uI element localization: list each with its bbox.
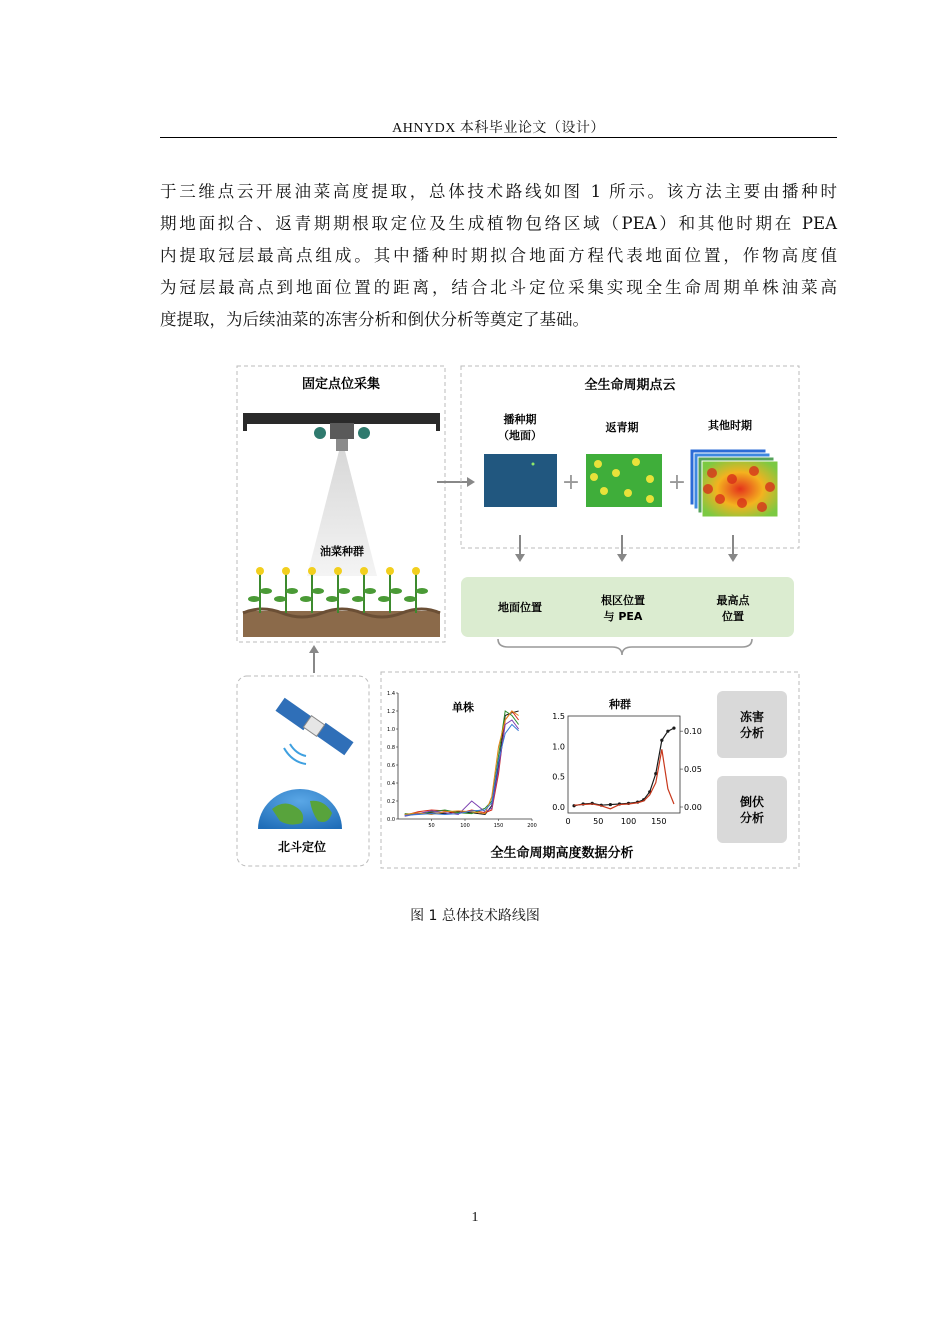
x-tick-label: 100 <box>620 817 637 826</box>
y-tick-label: 0.5 <box>552 772 565 782</box>
plus-icon: + <box>667 470 687 495</box>
lodging-analysis-box <box>717 776 787 843</box>
stage-sowing-label: 播种期 <box>503 413 537 426</box>
plant-flower <box>308 567 316 575</box>
result-top-sub: 位置 <box>722 610 744 623</box>
plant-leaf <box>312 588 324 594</box>
y2-tick-label: 0.00 <box>684 803 702 812</box>
plant-flower <box>360 567 368 575</box>
plant-flower <box>282 567 290 575</box>
pointcloud-blob <box>646 495 654 503</box>
stage-green-label: 返青期 <box>605 421 639 434</box>
beidou-panel <box>237 676 369 866</box>
plant-leaf <box>352 596 364 602</box>
pointcloud-blob <box>624 489 632 497</box>
y-tick-label: 0.2 <box>387 799 395 805</box>
figure-caption <box>0 905 950 925</box>
satellite-icon <box>275 698 353 764</box>
lodging-analysis-label: 倒伏 <box>739 795 765 809</box>
paragraph-line: 期地面拟合、返青期期根取定位及生成植物包络区域（PEA）和其他时期在 PEA <box>160 214 837 233</box>
paragraph-line: 内提取冠层最高点组成。其中播种时期拟合地面方程代表地面位置，作物高度值 <box>160 246 837 265</box>
earth-icon <box>258 789 342 829</box>
y2-tick-label: 0.10 <box>684 727 702 737</box>
data-point <box>609 803 612 806</box>
running-header: AHNYDX 本科毕业论文（设计） <box>392 121 605 136</box>
freeze-analysis-label: 冻害 <box>739 710 765 724</box>
plant-leaf <box>300 596 312 602</box>
single-plant-title: 单株 <box>452 701 474 714</box>
series-line <box>405 711 519 815</box>
plant-flower <box>334 567 342 575</box>
pointcloud-blob <box>594 460 602 468</box>
plant-leaf <box>416 588 428 594</box>
paragraph-line: 度提取，为后续油菜的冻害分析和倒伏分析等奠定了基础。 <box>160 310 589 329</box>
population-chart <box>552 697 702 826</box>
plant-flower <box>412 567 420 575</box>
result-root-sub: 与 PEA <box>603 610 643 623</box>
down-arrows <box>520 535 733 554</box>
x-tick-label: 0 <box>565 817 571 826</box>
series-line <box>405 711 519 815</box>
lodging-analysis-sub: 分析 <box>739 811 765 825</box>
x-tick-label: 100 <box>460 823 470 829</box>
gantry-beam <box>243 413 440 424</box>
y-tick-label: 0.0 <box>387 817 395 823</box>
result-ground: 地面位置 <box>498 601 542 614</box>
pointcloud-blob <box>707 468 717 478</box>
pointcloud-blob <box>600 487 608 495</box>
pointcloud-blob <box>715 494 725 504</box>
pointcloud-blob <box>590 473 598 481</box>
plant-leaf <box>286 588 298 594</box>
plant-leaf <box>326 596 338 602</box>
y2-tick-label: 0.05 <box>684 765 702 775</box>
plant-leaf <box>390 588 402 594</box>
rapeseed-plants-icon <box>243 609 440 637</box>
analysis-title: 全生命周期高度数据分析 <box>490 846 634 861</box>
stage-other-label: 其他时期 <box>708 419 752 432</box>
y-tick-label: 0.8 <box>387 745 395 751</box>
plant-leaf <box>364 588 376 594</box>
y-tick-label: 0.4 <box>387 781 395 787</box>
x-tick-label: 200 <box>527 823 537 829</box>
plant-leaf <box>260 588 272 594</box>
result-root: 根区位置 <box>601 594 645 607</box>
plant-leaf <box>338 588 350 594</box>
figure-caption-label: 图 1 <box>410 908 438 924</box>
plant-flower <box>386 567 394 575</box>
y-tick-label: 1.4 <box>387 691 395 697</box>
data-point <box>672 727 675 730</box>
brace <box>498 639 752 655</box>
plant-flower <box>256 567 264 575</box>
header-rule <box>160 137 837 138</box>
plant-leaf <box>404 596 416 602</box>
plant-leaf <box>274 596 286 602</box>
freeze-analysis-sub: 分析 <box>739 726 765 740</box>
y-tick-label: 1.5 <box>552 712 565 721</box>
lidar-sensor-icon <box>330 423 354 439</box>
series-line <box>405 711 519 815</box>
paragraph-line: 于三维点云开展油菜高度提取，总体技术路线如图 1 所示。该方法主要由播种时 <box>160 182 837 201</box>
rapeseed-population-label: 油菜种群 <box>320 545 364 558</box>
pointcloud-blob <box>757 502 767 512</box>
pointcloud-blob <box>765 482 775 492</box>
y-tick-label: 0.6 <box>387 763 395 769</box>
x-tick-label: 150 <box>493 823 504 829</box>
lifecycle-title: 全生命周期点云 <box>584 378 676 393</box>
beidou-label: 北斗定位 <box>277 840 327 854</box>
y-tick-label: 1.0 <box>387 727 395 733</box>
y-tick-label: 1.0 <box>552 742 565 752</box>
data-point <box>666 730 669 733</box>
y-tick-label: 1.2 <box>387 709 395 715</box>
technical-route-diagram <box>232 361 804 873</box>
x-tick-label: 150 <box>651 817 667 826</box>
data-point <box>660 739 663 742</box>
result-top: 最高点 <box>716 594 750 607</box>
paragraph-line: 为冠层最高点到地面位置的距离，结合北斗定位采集实现全生命周期单株油菜高 <box>160 278 837 297</box>
pointcloud-blob <box>646 475 654 483</box>
y-tick-label: 0.0 <box>552 803 565 812</box>
page-number: 1 <box>471 1210 479 1225</box>
figure-1 <box>232 361 804 873</box>
single-plant-chart <box>387 691 537 829</box>
pointcloud-blob <box>632 458 640 466</box>
x-tick-label: 50 <box>428 823 435 829</box>
figure-caption-text: 总体技术路线图 <box>441 908 540 924</box>
series-line <box>405 711 519 815</box>
population-title: 种群 <box>609 698 631 711</box>
pointcloud-blob <box>612 469 620 477</box>
pointcloud-blob <box>749 466 759 476</box>
plant-leaf <box>378 596 390 602</box>
pointcloud-blob <box>737 498 747 508</box>
pointcloud-blob <box>727 474 737 484</box>
body-paragraph <box>160 176 837 336</box>
x-tick-label: 50 <box>593 817 604 826</box>
plus-icon: + <box>561 470 581 495</box>
stage-sowing-sub: （地面） <box>498 429 542 442</box>
plants-group <box>248 567 428 613</box>
plant-leaf <box>248 596 260 602</box>
pointcloud-blob <box>703 484 713 494</box>
fixed-point-title: 固定点位采集 <box>301 377 381 392</box>
freeze-analysis-box <box>717 691 787 758</box>
